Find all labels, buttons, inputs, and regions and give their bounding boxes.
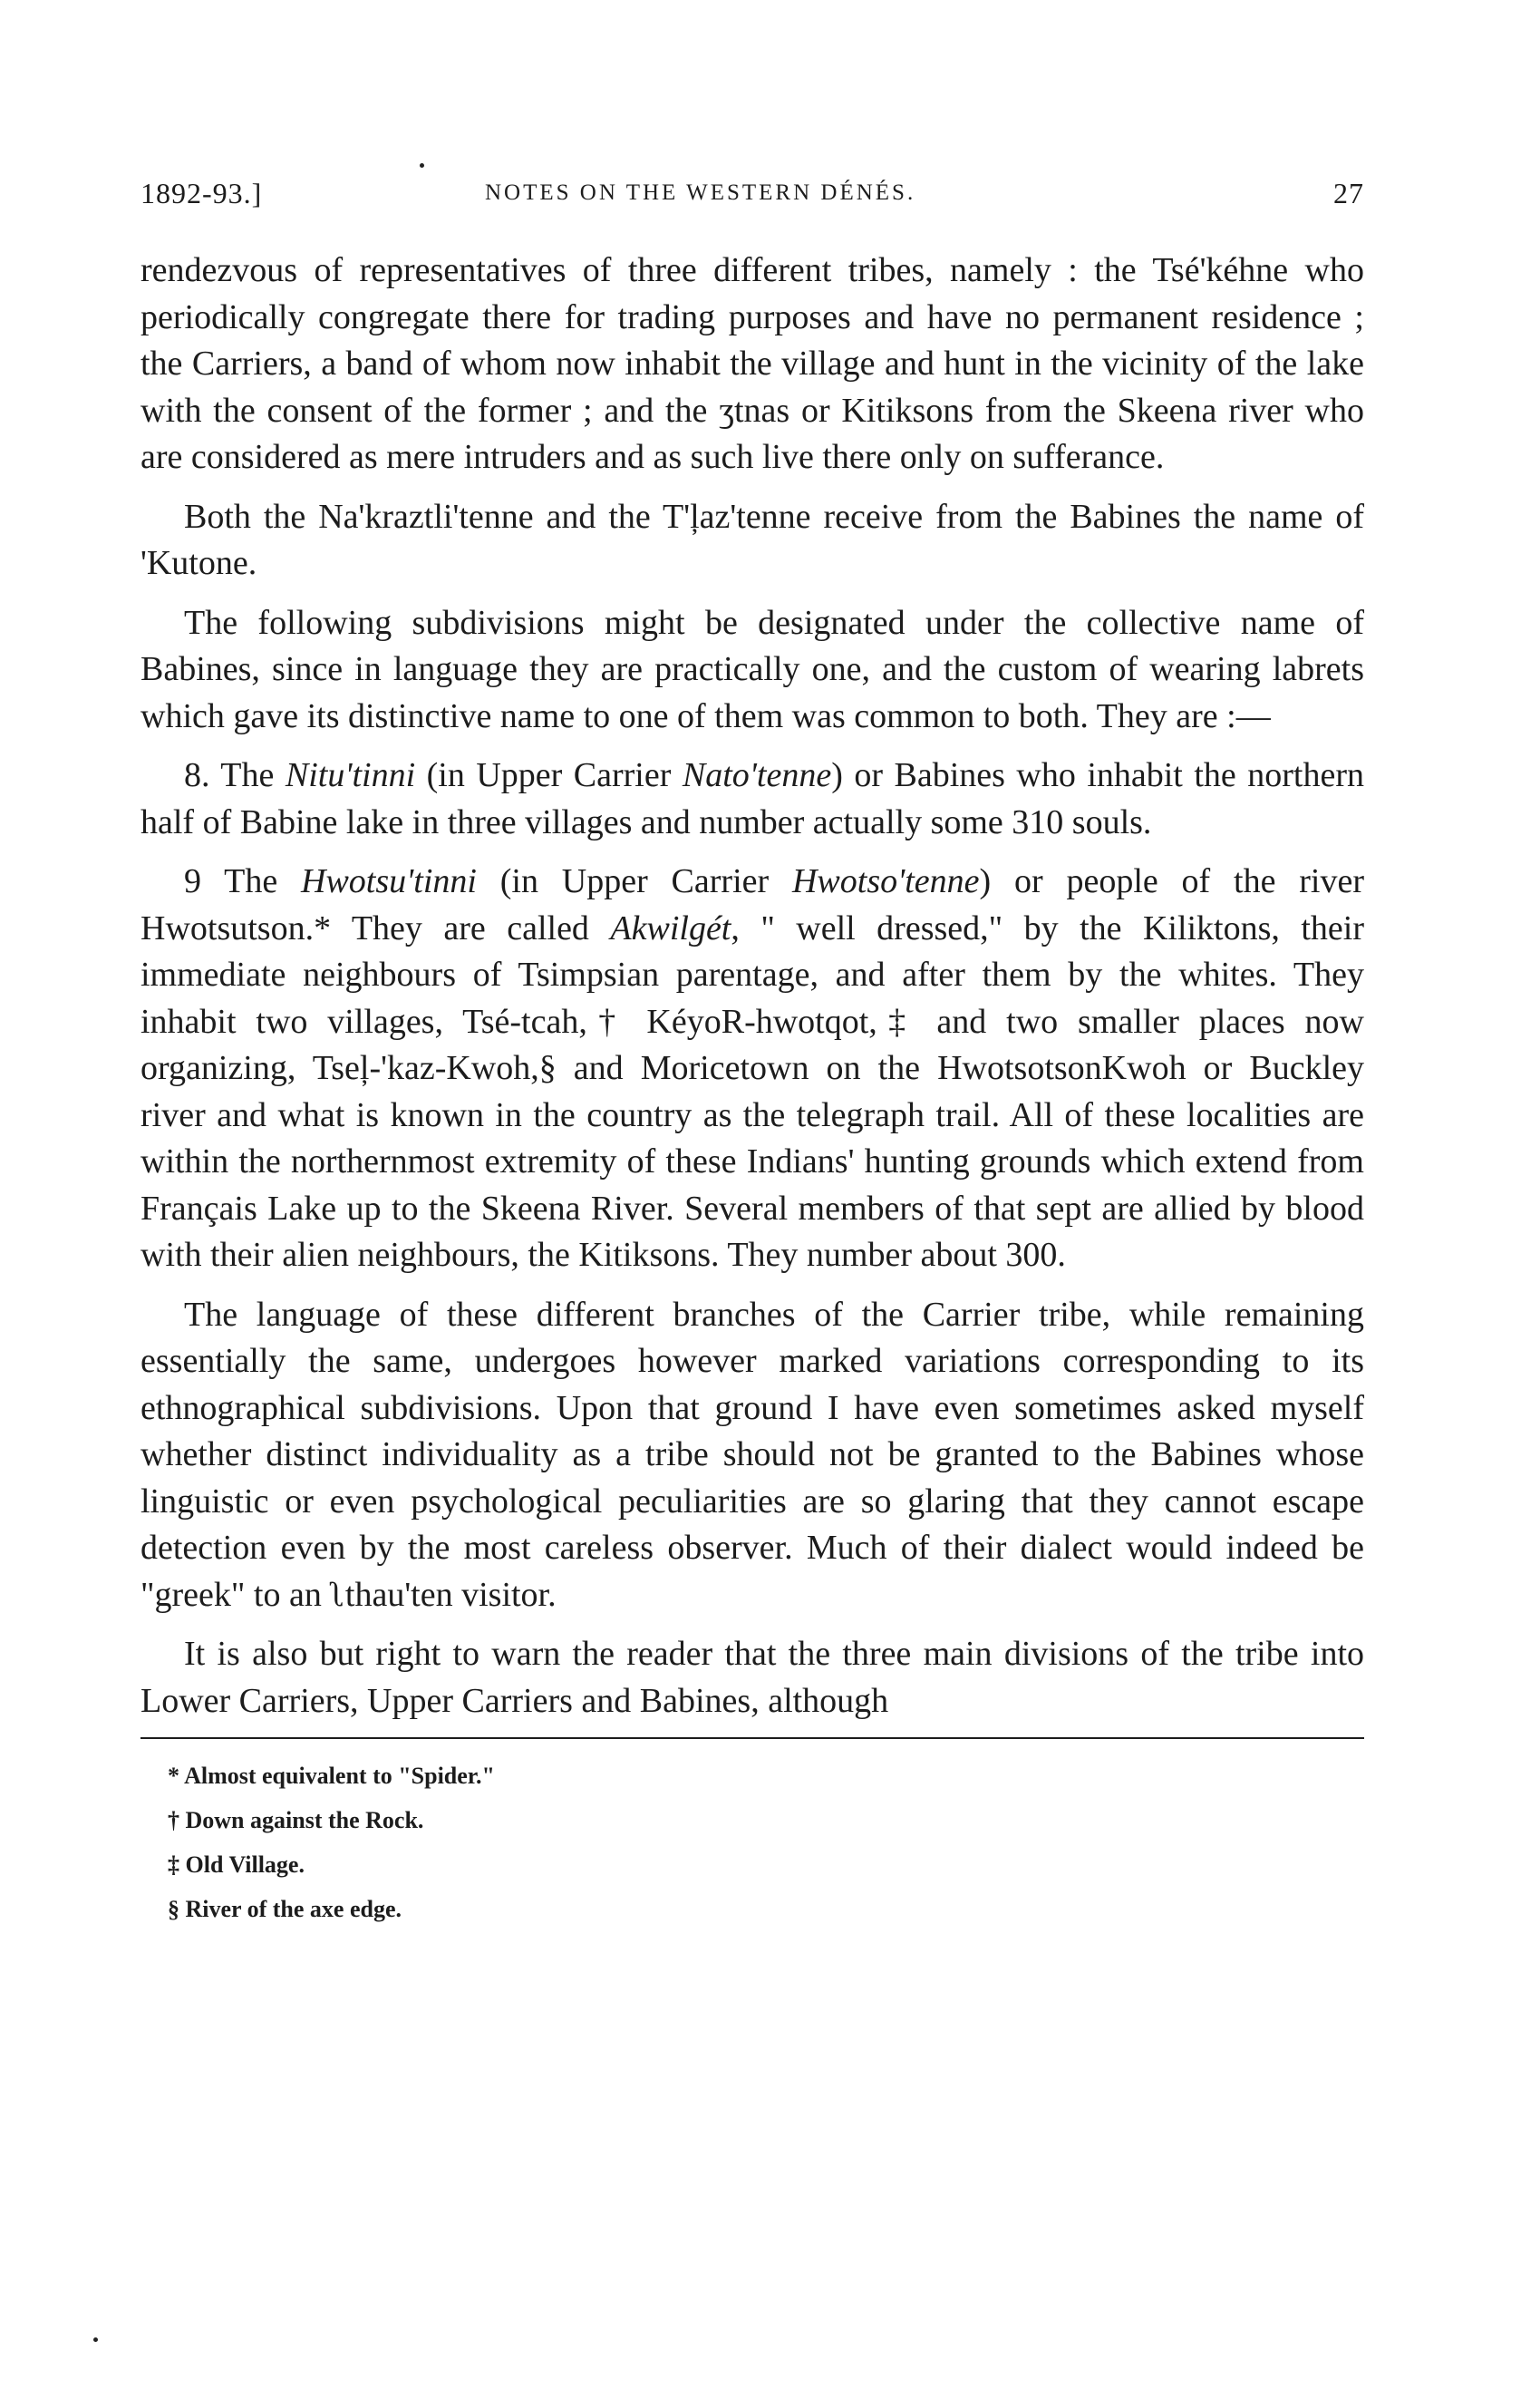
footnote-rule bbox=[140, 1737, 1364, 1739]
print-speck bbox=[93, 2337, 98, 2342]
item8-prefix: 8. The bbox=[184, 756, 286, 794]
footnotes bbox=[140, 1754, 1364, 1931]
page-number: 27 bbox=[1333, 177, 1364, 209]
paragraph: It is also but right to warn the reader that the three main divisions of the tribe into Lower Carriers, Upper Carriers and Babines, although bbox=[140, 1635, 1364, 1720]
header-date: 1892-93.] bbox=[140, 177, 263, 209]
item8-mid: (in Upper Carrier bbox=[415, 756, 683, 794]
item9-prefix: 9 The bbox=[184, 862, 302, 900]
footnote: § River of the axe edge. bbox=[168, 1896, 402, 1922]
running-head bbox=[140, 177, 1364, 222]
item9-called: Akwilgét bbox=[610, 909, 731, 947]
item8-rest: ) or Babines who inhabit the northern half of Babine lake in three villages and number actually some 310 souls. bbox=[140, 756, 1364, 841]
footnote: * Almost equivalent to "Spider." bbox=[168, 1763, 495, 1789]
footnote: † Down against the Rock. bbox=[168, 1807, 424, 1833]
paragraph: The language of these different branches of the Carrier tribe, while remaining essentially the same, undergoes however marked variations corresponding to its ethnographical subdivisions. Upon that ground I have even sometimes asked myself whether distinct individuality as a tribe should not be granted to the Babines whose linguistic or even psychological peculiarities are so glaring that they cannot escape detection even by the most careless observer. Much of their dialect would indeed be "greek" to an ʅthau'ten visitor. bbox=[140, 1295, 1364, 1614]
page bbox=[140, 177, 1364, 1931]
paragraph-continued: rendezvous of representatives of three different tribes, namely : the Tsé'kéhne who periodically congregate there for trading purposes and have no permanent residence ; the Carriers, a band of whom now inhabit the village and hunt in the vicinity of the lake with the consent of the former ; and the ʒtnas or Kitiksons from the Skeena river who are considered as mere intruders and as such live there only on sufferance. bbox=[140, 251, 1364, 476]
header-title: NOTES ON THE WESTERN DÉNÉS. bbox=[485, 180, 916, 205]
item8-name: Nitu'tinni bbox=[285, 756, 416, 794]
body-text bbox=[140, 248, 1364, 1725]
print-speck bbox=[420, 163, 424, 168]
item9-alt-name: Hwotso'tenne bbox=[791, 862, 980, 900]
footnote: ‡ Old Village. bbox=[168, 1851, 305, 1878]
list-item-9 bbox=[140, 859, 1364, 1279]
item9-rest: , " well dressed," by the Kiliktons, their immediate neighbours of Tsimpsian parentage, and after them by the whites. They inhabit two villages, Tsé-tcah,† KéyoR-hwotqot,‡ and two smaller places now organizing, Tseļ-'kaz-Kwoh,§ and Moricetown on the HwotsotsonKwoh or Buckley river and what is known in the country as the telegraph trail. All of these localities are within the northernmost extremity of these Indians' hunting grounds which extend from Français Lake up to the Skeena River. Several members of that sept are allied by blood with their alien neighbours, the Kitiksons. They number about 300. bbox=[140, 909, 1364, 1274]
paragraph: The following subdivisions might be designated under the collective name of Babines, since in language they are practically one, and the custom of wearing labrets which gave its distinctive name to one of them was common to both. They are :— bbox=[140, 603, 1364, 735]
list-item-8 bbox=[140, 753, 1364, 846]
item9-name: Hwotsu'tinni bbox=[301, 862, 477, 900]
paragraph: Both the Na'kraztli'tenne and the T'ļaz'tenne receive from the Babines the name of 'Kutone. bbox=[140, 497, 1364, 582]
item8-alt-name: Nato'tenne bbox=[682, 756, 832, 794]
item9-mid: (in Upper Carrier bbox=[476, 862, 792, 900]
item9-part2: ) or people of the river Hwotsutson.* They are called bbox=[140, 862, 1364, 947]
